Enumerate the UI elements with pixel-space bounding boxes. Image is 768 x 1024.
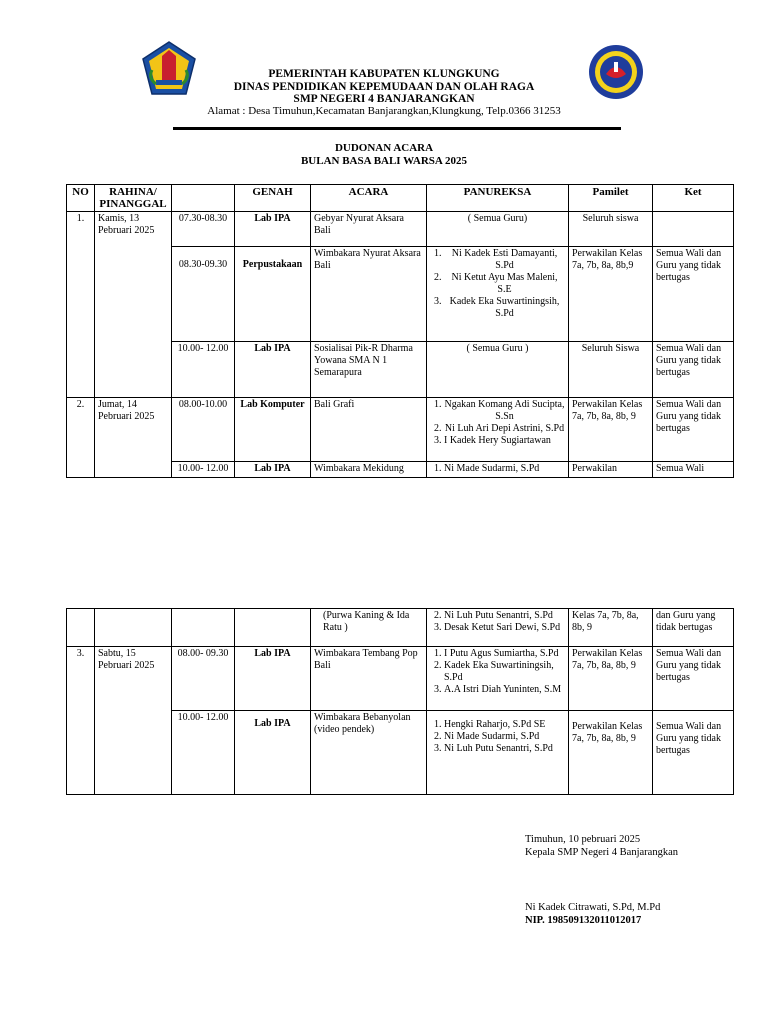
judge-item: 1. Hengki Raharjo, S.Pd SE (444, 719, 565, 731)
judge-item: 2. Kadek Eka Suwartiningsih, S.Pd (444, 660, 565, 684)
schedule-table (66, 184, 734, 478)
judge-item: 2. Ni Luh Ari Depi Astrini, S.Pd (444, 423, 565, 435)
col-event: ACARA (311, 185, 427, 212)
row-note: Semua Wali dan Guru yang tidak bertugas (653, 342, 734, 398)
row-note: Semua Wali (653, 462, 734, 478)
col-no: NO (67, 185, 95, 212)
header-line-2: DINAS PENDIDIKAN KEPEMUDAAN DAN OLAH RAGA (233, 81, 535, 93)
row-event: Wimbakara Nyurat Aksara Bali (311, 247, 427, 342)
row-no: 1. (67, 212, 95, 398)
row-judge: ( Semua Guru) (427, 212, 569, 247)
signature-name: Ni Kadek Citrawati, S.Pd, M.Pd (525, 902, 661, 913)
row-event: Bali Grafi (311, 398, 427, 462)
row-note (653, 212, 734, 247)
col-note: Ket (653, 185, 734, 212)
row-note: dan Guru yang tidak bertugas (653, 609, 734, 647)
row-event: Wimbakara Bebanyolan (video pendek) (311, 711, 427, 795)
row-participants: Seluruh siswa (569, 212, 653, 247)
document-title-2: BULAN BASA BALI WARSA 2025 (300, 155, 468, 167)
row-time: 08.00-10.00 (172, 398, 235, 462)
row-place: Lab Komputer (235, 398, 311, 462)
row-judges (427, 398, 569, 462)
row-place: Perpustakaan (235, 247, 311, 342)
judge-item: 2. Ni Made Sudarmi, S.Pd (444, 731, 565, 743)
row-time: 10.00- 12.00 (172, 462, 235, 478)
row-note: Semua Wali dan Guru yang tidak bertugas (653, 711, 734, 795)
row-judges (427, 711, 569, 795)
row-time: 08.00- 09.30 (172, 647, 235, 711)
schedule-table-continued (66, 608, 734, 795)
row-note: Semua Wali dan Guru yang tidak bertugas (653, 398, 734, 462)
signature-place-date: Timuhun, 10 pebruari 2025 (525, 834, 641, 845)
header-line-3: SMP NEGERI 4 BANJARANGKAN (293, 93, 475, 105)
judge-item: 1. Ngakan Komang Adi Sucipta, S.Sn (444, 399, 565, 423)
row-judges (427, 609, 569, 647)
signature-nip: NIP. 198509132011012017 (525, 915, 642, 926)
row-event: (Purwa Kaning & Ida Ratu ) (311, 609, 427, 647)
row-participants: Perwakilan Kelas 7a, 7b, 8a, 8b, 9 (569, 647, 653, 711)
judge-item: 3. I Kadek Hery Sugiartawan (444, 435, 565, 447)
table-row (67, 398, 734, 462)
row-participants: Seluruh Siswa (569, 342, 653, 398)
row-day: Kamis, 13 Pebruari 2025 (95, 212, 172, 398)
table-header-row (67, 185, 734, 212)
row-note: Semua Wali dan Guru yang tidak bertugas (653, 247, 734, 342)
col-judges: PANUREKSA (427, 185, 569, 212)
row-note: Semua Wali dan Guru yang tidak bertugas (653, 647, 734, 711)
row-day: Jumat, 14 Pebruari 2025 (95, 398, 172, 478)
row-day (95, 609, 172, 647)
row-place (235, 609, 311, 647)
col-place: GENAH (235, 185, 311, 212)
signature-position: Kepala SMP Negeri 4 Banjarangkan (525, 847, 678, 858)
judge-item: 3. Desak Ketut Sari Dewi, S.Pd (444, 622, 565, 634)
col-time (172, 185, 235, 212)
row-time: 10.00- 12.00 (172, 711, 235, 795)
header-line-1: PEMERINTAH KABUPATEN KLUNGKUNG (268, 68, 500, 80)
row-no: 3. (67, 647, 95, 795)
judge-item: 2. Ni Ketut Ayu Mas Maleni, S.E (444, 272, 565, 296)
row-participants: Kelas 7a, 7b, 8a, 8b, 9 (569, 609, 653, 647)
row-place: Lab IPA (235, 342, 311, 398)
row-event: Sosialisai Pik-R Dharma Yowana SMA N 1 Semarapura (311, 342, 427, 398)
table-row (67, 212, 734, 247)
judge-item: 1. I Putu Agus Sumiartha, S.Pd (444, 648, 565, 660)
col-day: RAHINA/ PINANGGAL (95, 185, 172, 212)
row-place: Lab IPA (235, 647, 311, 711)
judge-item: 3. Ni Luh Putu Senantri, S.Pd (444, 743, 565, 755)
row-judges (427, 647, 569, 711)
row-participants: Perwakilan Kelas 7a, 7b, 8a, 8b,9 (569, 247, 653, 342)
row-time: 10.00- 12.00 (172, 342, 235, 398)
row-place: Lab IPA (235, 711, 311, 795)
row-participants: Perwakilan Kelas 7a, 7b, 8a, 8b, 9 (569, 398, 653, 462)
row-place: Lab IPA (235, 462, 311, 478)
header-address: Alamat : Desa Timuhun,Kecamatan Banjarangkan,Klungkung, Telp.0366 31253 (207, 105, 561, 117)
judge-item: 3. A.A Istri Diah Yuninten, S.M (444, 684, 565, 696)
judge-item: 3. Kadek Eka Suwartiningsih, S.Pd (444, 296, 565, 320)
document-title-1: DUDONAN ACARA (334, 142, 434, 154)
row-no (67, 609, 95, 647)
row-place: Lab IPA (235, 212, 311, 247)
header-divider (173, 127, 621, 130)
judge-item: 1. Ni Made Sudarmi, S.Pd (444, 463, 565, 475)
row-event: Wimbakara Mekidung (311, 462, 427, 478)
row-no: 2. (67, 398, 95, 478)
row-participants: Perwakilan Kelas 7a, 7b, 8a, 8b, 9 (569, 711, 653, 795)
judge-item: 1. Ni Kadek Esti Damayanti, S.Pd (444, 248, 565, 272)
row-judge: ( Semua Guru ) (427, 342, 569, 398)
row-time (172, 609, 235, 647)
row-event: Wimbakara Tembang Pop Bali (311, 647, 427, 711)
row-day: Sabtu, 15 Pebruari 2025 (95, 647, 172, 795)
judge-item: 2. Ni Luh Putu Senantri, S.Pd (444, 610, 565, 622)
table-row (67, 647, 734, 711)
col-participants: Pamilet (569, 185, 653, 212)
row-time: 08.30-09.30 (172, 247, 235, 342)
row-time: 07.30-08.30 (172, 212, 235, 247)
table-row (67, 609, 734, 647)
row-participants: Perwakilan (569, 462, 653, 478)
row-event: Gebyar Nyurat Aksara Bali (311, 212, 427, 247)
row-judges (427, 247, 569, 342)
row-judges (427, 462, 569, 478)
